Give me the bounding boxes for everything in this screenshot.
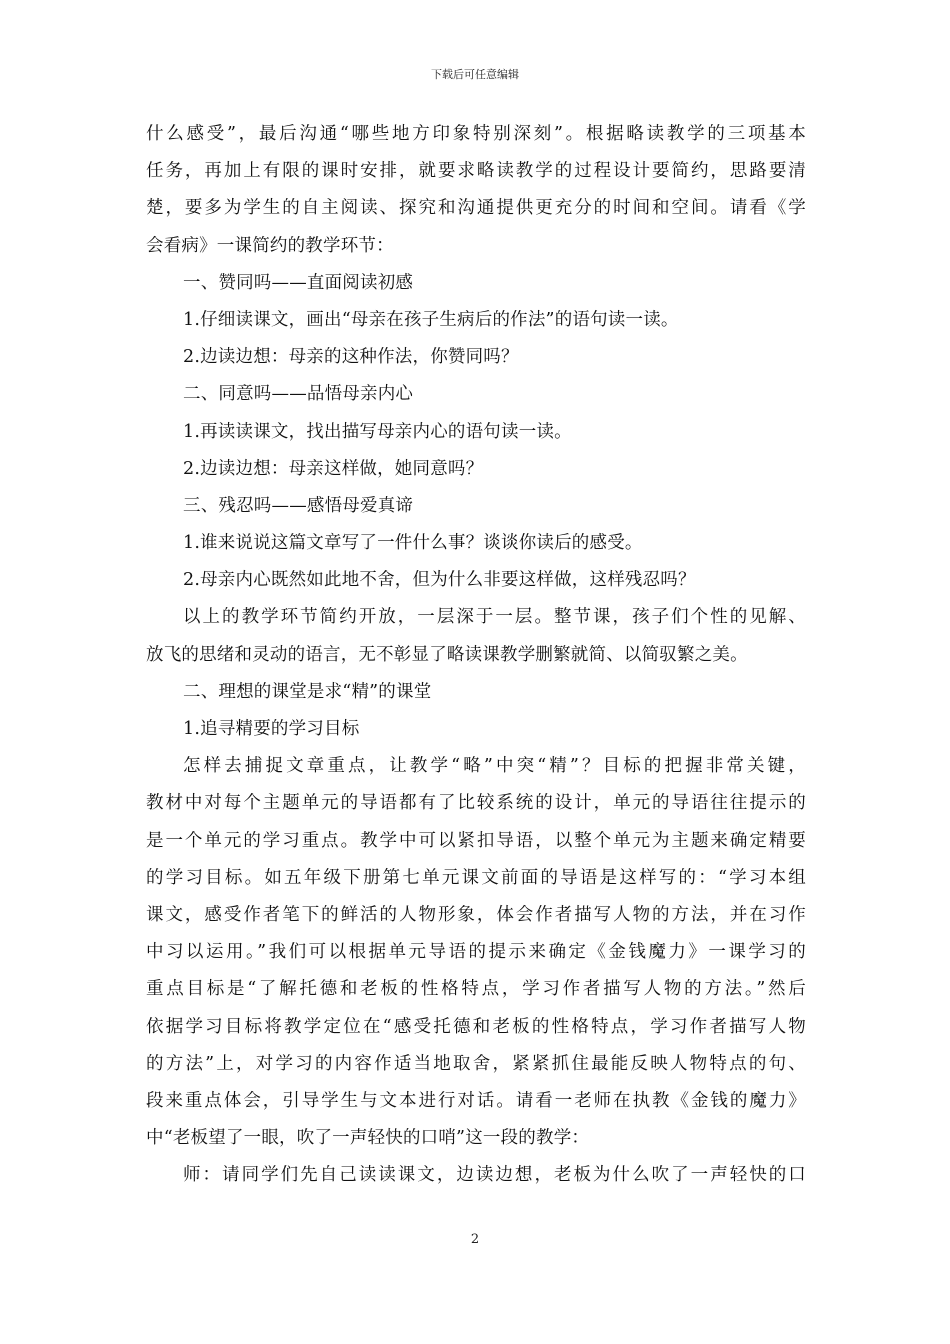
paragraph-line: 放飞的思绪和灵动的语言，无不彰显了略读课教学删繁就简、以简驭繁之美。 [146,644,748,665]
list-item: 1.仔细读课文，画出“母亲在孩子生病后的作法”的语句读一读。 [183,309,679,330]
list-item: 2.母亲内心既然如此地不舍，但为什么非要这样做，这样残忍吗？ [183,570,696,591]
section-heading: 一、赞同吗——直面阅读初感 [183,272,414,293]
paragraph-line: 以上的教学环节简约开放，一层深于一层。整节课，孩子们个性的见解、 [183,607,806,628]
paragraph-line: 师：请同学们先自己读读课文，边读边想，老板为什么吹了一声轻快的口 [183,1165,806,1186]
paragraph-line: 依据学习目标将教学定位在“感受托德和老板的性格特点，学习作者描写人物 [146,1016,806,1037]
paragraph-line: 楚，要多为学生的自主阅读、探究和沟通提供更充分的时间和空间。请看《学 [146,198,806,219]
paragraph-line: 会看病》一课简约的教学环节： [146,235,394,256]
paragraph-line: 段来重点体会，引导学生与文本进行对话。请看一老师在执教《金钱的魔力》 [146,1090,806,1111]
paragraph-line: 的学习目标。如五年级下册第七单元课文前面的导语是这样写的：“学习本组 [146,867,806,888]
paragraph-line: 怎样去捕捉文章重点，让教学“略”中突“精”？目标的把握非常关键， [183,756,806,777]
section-heading: 二、理想的课堂是求“精”的课堂 [183,681,432,702]
subsection-heading: 1.追寻精要的学习目标 [183,719,360,739]
page-header: 下载后可任意编辑 [431,68,519,81]
paragraph-line: 中习以运用。”我们可以根据单元导语的提示来确定《金钱魔力》一课学习的 [146,942,806,963]
section-heading: 三、残忍吗——感悟母爱真谛 [183,495,414,516]
list-item: 2.边读边想：母亲这样做，她同意吗？ [183,458,484,479]
paragraph-line: 中“老板望了一眼，吹了一声轻快的口哨”这一段的教学： [146,1128,590,1149]
paragraph-line: 重点目标是“了解托德和老板的性格特点，学习作者描写人物的方法。”然后 [146,979,806,1000]
page-number: 2 [470,1232,480,1247]
list-item: 2.边读边想：母亲的这种作法，你赞同吗？ [183,347,519,368]
list-item: 1.再读读课文，找出描写母亲内心的语句读一读。 [183,421,572,442]
paragraph-line: 任务，再加上有限的课时安排，就要求略读教学的过程设计要简约，思路要清 [146,161,806,182]
paragraph-line: 课文，感受作者笔下的鲜活的人物形象，体会作者描写人物的方法，并在习作 [146,904,806,925]
paragraph-line: 什么感受”，最后沟通“哪些地方印象特别深刻”。根据略读教学的三项基本 [146,124,806,144]
section-heading: 二、同意吗——品悟母亲内心 [183,384,414,405]
paragraph-line: 是一个单元的学习重点。教学中可以紧扣导语，以整个单元为主题来确定精要 [146,830,806,851]
list-item: 1.谁来说说这篇文章写了一件什么事？谈谈你读后的感受。 [183,533,643,554]
paragraph-line: 的方法”上，对学习的内容作适当地取舍，紧紧抓住最能反映人物特点的句、 [146,1053,806,1074]
paragraph-line: 教材中对每个主题单元的导语都有了比较系统的设计，单元的导语往往提示的 [146,793,806,814]
document-body [146,116,806,1194]
